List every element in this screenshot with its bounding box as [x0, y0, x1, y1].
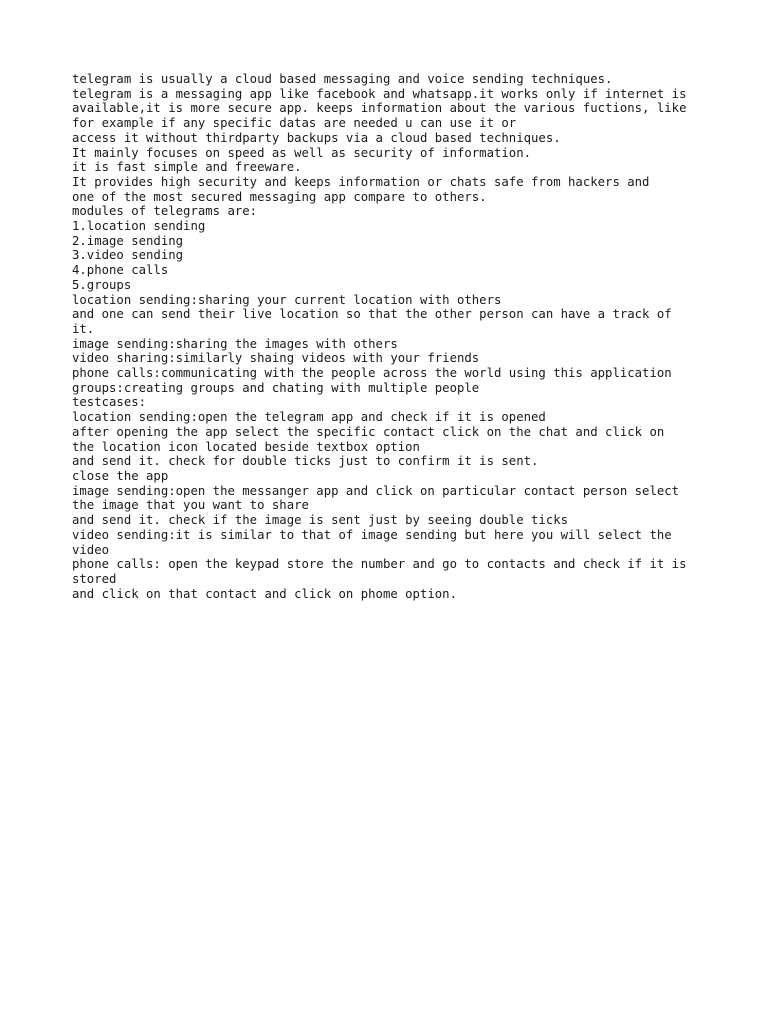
text-line: after opening the app select the specific contact click on the chat and click on [72, 424, 665, 439]
text-line: the location icon located beside textbox option [72, 439, 420, 454]
list-item: 2.image sending [72, 233, 184, 248]
text-line: it. [72, 321, 95, 336]
text-line: telegram is a messaging app like facebook and whatsapp.it works only if internet is [72, 86, 687, 101]
text-line: testcases: [72, 395, 147, 410]
list-item: 4.phone calls [72, 263, 169, 278]
text-line: groups:creating groups and chating with multiple people [72, 380, 480, 395]
text-line: It mainly focuses on speed as well as security of information. [72, 145, 532, 160]
text-line: access it without thirdparty backups via a cloud based techniques. [72, 130, 561, 145]
text-line: image sending:sharing the images with others [72, 336, 398, 351]
text-line: video [72, 542, 110, 557]
text-line: one of the most secured messaging app compare to others. [72, 189, 487, 204]
list-item: 5.groups [72, 277, 132, 292]
text-line: stored [72, 571, 117, 586]
text-line: phone calls:communicating with the people across the world using this application [72, 366, 672, 381]
text-line: image sending:open the messanger app and click on particular contact person select [72, 483, 680, 498]
text-line: close the app [72, 468, 169, 483]
text-line: it is fast simple and freeware. [72, 160, 302, 175]
list-item: 3.video sending [72, 248, 184, 263]
text-line: telegram is usually a cloud based messaging and voice sending techniques. [72, 72, 613, 86]
text-line: phone calls: open the keypad store the number and go to contacts and check if it is [72, 557, 687, 572]
text-line: for example if any specific datas are needed u can use it or [72, 116, 517, 131]
list-item: 1.location sending [72, 219, 206, 234]
text-line: and one can send their live location so that the other person can have a track of [72, 307, 672, 322]
text-line: and click on that contact and click on phome option. [72, 586, 457, 601]
text-line: location sending:sharing your current location with others [72, 292, 502, 307]
text-line: location sending:open the telegram app and check if it is opened [72, 410, 546, 425]
text-line: and send it. check for double ticks just to confirm it is sent. [72, 454, 539, 469]
text-line: modules of telegrams are: [72, 204, 258, 219]
text-line: It provides high security and keeps information or chats safe from hackers and [72, 174, 650, 189]
text-line: the image that you want to share [72, 498, 309, 513]
text-line: available,it is more secure app. keeps information about the various fuctions, like [72, 101, 687, 116]
text-line: video sharing:similarly shaing videos with your friends [72, 351, 480, 366]
text-line: video sending:it is similar to that of image sending but here you will select the [72, 527, 672, 542]
document-body [72, 72, 712, 601]
text-line: and send it. check if the image is sent just by seeing double ticks [72, 513, 569, 528]
